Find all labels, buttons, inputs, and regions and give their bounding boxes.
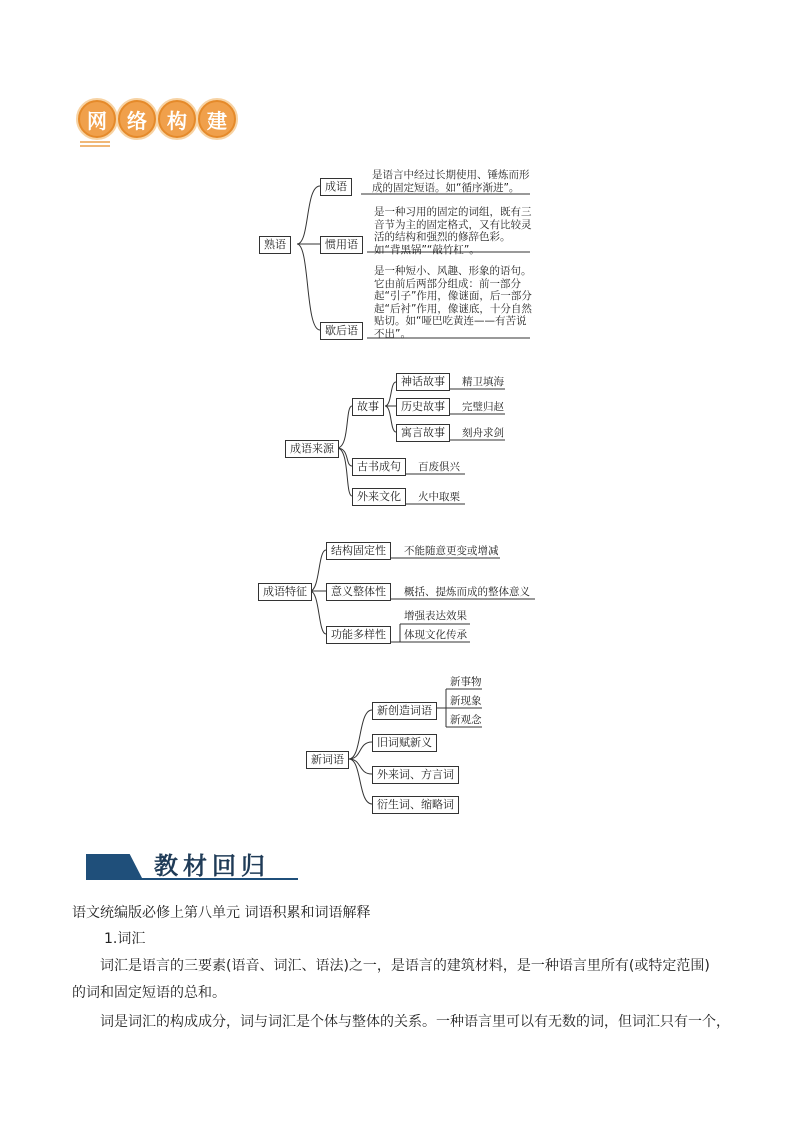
paragraph-line: 词汇是语言的三要素(语音、词汇、语法)之一，是语言的建筑材料，是一种语言里所有(或特定范围) (100, 958, 710, 974)
map4-item: 新事物 (450, 676, 482, 688)
map4-node-derived-abbrev: 衍生词、缩略词 (372, 796, 459, 814)
map2-example: 火中取栗 (418, 491, 460, 503)
badge-char: 络 (116, 98, 158, 140)
badge-char: 网 (76, 98, 118, 140)
section-title: 教材回归 (154, 851, 270, 880)
map2-node-ancient-books: 古书成句 (352, 458, 406, 476)
map4-node-foreign-dialect: 外来词、方言词 (372, 766, 459, 784)
map2-root: 成语来源 (285, 440, 339, 458)
map3-node-function: 功能多样性 (326, 626, 391, 644)
source-line: 语文统编版必修上第八单元 词语积累和词语解释 (72, 905, 371, 921)
map1-def-xiehouyu: 是一种短小、风趣、形象的语句。它由前后两部分组成：前一部分起“引子”作用，像谜面，后一部分起“后衬”作用，像谜底，十分自然贴切。如“哑巴吃黄连——有苦说不出”。 (374, 265, 532, 340)
map1-def-guanyongyu: 是一种习用的固定的词组，既有三音节为主的固定格式，又有比较灵活的结构和强烈的修辞色彩。如“背黑锅”“敲竹杠”。 (374, 206, 532, 256)
map3-node-structure: 结构固定性 (326, 542, 391, 560)
map1-node-xiehouyu: 歇后语 (320, 322, 363, 340)
map4-item: 新现象 (450, 695, 482, 707)
map1-node-guanyongyu: 惯用语 (320, 236, 363, 254)
map3-item: 概括、提炼而成的整体意义 (404, 586, 530, 598)
map3-item: 体现文化传承 (404, 629, 467, 641)
map4-item: 新观念 (450, 714, 482, 726)
subheading: 1.词汇 (104, 931, 146, 947)
banner-shape (86, 854, 142, 878)
paragraph-line: 的词和固定短语的总和。 (72, 985, 226, 1001)
map2-node-history: 历史故事 (396, 398, 450, 416)
map2-example: 刻舟求剑 (462, 427, 504, 439)
map3-item: 不能随意更变或增减 (404, 545, 499, 557)
map2-example: 完璧归赵 (462, 401, 504, 413)
badge-char: 构 (156, 98, 198, 140)
map4-node-new-created: 新创造词语 (372, 702, 437, 720)
map2-node-foreign-culture: 外来文化 (352, 488, 406, 506)
map3-item: 增强表达效果 (404, 610, 467, 622)
map4-root: 新词语 (306, 751, 349, 769)
badge-char: 建 (196, 98, 238, 140)
map2-example: 精卫填海 (462, 376, 504, 388)
map2-node-fable: 寓言故事 (396, 424, 450, 442)
map3-root: 成语特征 (258, 583, 312, 601)
paragraph-line: 词是词汇的构成成分，词与词汇是个体与整体的关系。一种语言里可以有无数的词，但词汇只有一个， (100, 1014, 730, 1030)
map2-node-myth: 神话故事 (396, 373, 450, 391)
map4-node-old-new-meaning: 旧词赋新义 (372, 734, 437, 752)
map1-node-chengyu: 成语 (320, 178, 352, 196)
map2-node-story: 故事 (352, 398, 384, 416)
map1-root: 熟语 (259, 236, 291, 254)
map3-node-meaning: 意义整体性 (326, 583, 391, 601)
map2-example: 百废俱兴 (418, 461, 460, 473)
map1-def-chengyu: 是语言中经过长期使用、锤炼而形成的固定短语。如“循序渐进”。 (372, 169, 530, 194)
section-banner (86, 846, 298, 882)
